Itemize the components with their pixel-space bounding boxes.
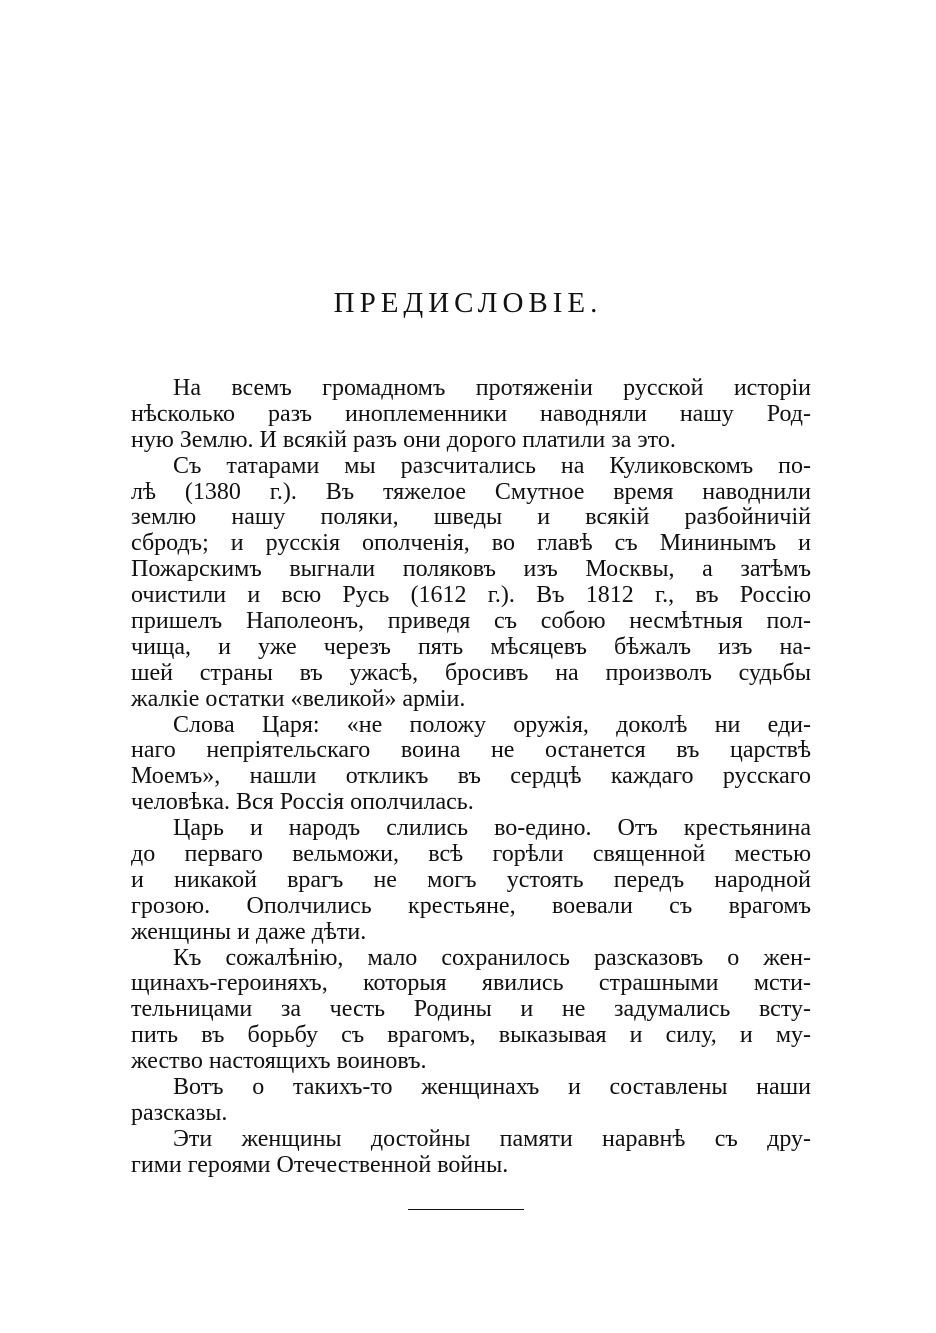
text-line: грозою. Ополчились крестьяне, воевали съ врагомъ — [131, 892, 811, 919]
text-line: Эти женщины достойны памяти наравнѣ съ дру- — [173, 1125, 811, 1152]
text-line: жество настоящихъ воиновъ. — [131, 1048, 427, 1075]
text-line: нѣсколько разъ иноплеменники наводняли нашу Род- — [131, 400, 811, 427]
text-line: На всемъ громадномъ протяженіи русской исторіи — [173, 375, 811, 401]
text-line: лѣ (1380 г.). Въ тяжелое Смутное время наводнили — [131, 478, 811, 505]
text-line: щинахъ-героиняхъ, которыя явились страшными мсти- — [131, 970, 811, 997]
page-title: ПРЕДИСЛОВІЕ. — [333, 287, 603, 319]
text-line: и никакой врагъ не могъ устоять передъ народной — [131, 866, 811, 893]
text-line: Моемъ», нашли откликъ въ сердцѣ каждаго русскаго — [131, 763, 811, 790]
text-line: Вотъ о такихъ-то женщинахъ и составлены наши — [173, 1074, 811, 1101]
text-line: Пожарскимъ выгнали поляковъ изъ Москвы, а затѣмъ — [131, 556, 811, 583]
text-line: Царь и народъ слились во-едино. Отъ крестьянина — [173, 815, 811, 842]
text-line: женщины и даже дѣти. — [131, 918, 367, 945]
text-line: шей страны въ ужасѣ, бросивъ на произволъ судьбы — [131, 659, 811, 686]
closing-rule — [408, 1209, 524, 1210]
text-line: чища, и уже черезъ пять мѣсяцевъ бѣжалъ изъ на- — [131, 633, 811, 660]
text-line: гими героями Отечественной войны. — [131, 1151, 509, 1178]
text-line: сбродъ; и русскія ополченія, во главѣ съ Мининымъ и — [131, 530, 811, 557]
text-line: очистили и всю Русь (1612 г.). Въ 1812 г., въ Россію — [131, 582, 811, 609]
text-line: ную Землю. И всякій разъ они дорого платили за это. — [131, 426, 676, 453]
text-line: пришелъ Наполеонъ, приведя съ собою несмѣтныя пол- — [131, 608, 811, 635]
text-line: Слова Царя: «не положу оружія, доколѣ ни еди- — [173, 711, 811, 738]
text-line: человѣка. Вся Россія ополчилась. — [131, 789, 474, 816]
preface-body — [131, 376, 811, 1179]
text-line: Съ татарами мы разсчитались на Куликовскомъ по- — [173, 452, 811, 479]
text-line: разсказы. — [131, 1099, 228, 1126]
text-line: до перваго вельможи, всѣ горѣли священной местью — [131, 841, 811, 868]
text-line: землю нашу поляки, шведы и всякій разбойничій — [131, 504, 811, 531]
text-line: тельницами за честь Родины и не задумались всту- — [131, 996, 811, 1023]
text-line: пить въ борьбу съ врагомъ, выказывая и силу, и му- — [131, 1022, 811, 1049]
text-line: Къ сожалѣнію, мало сохранилось разсказовъ о жен- — [173, 944, 811, 971]
text-line: наго непріятельскаго воина не останется въ царствѣ — [131, 737, 811, 764]
text-line: жалкіе остатки «великой» арміи. — [131, 685, 466, 712]
